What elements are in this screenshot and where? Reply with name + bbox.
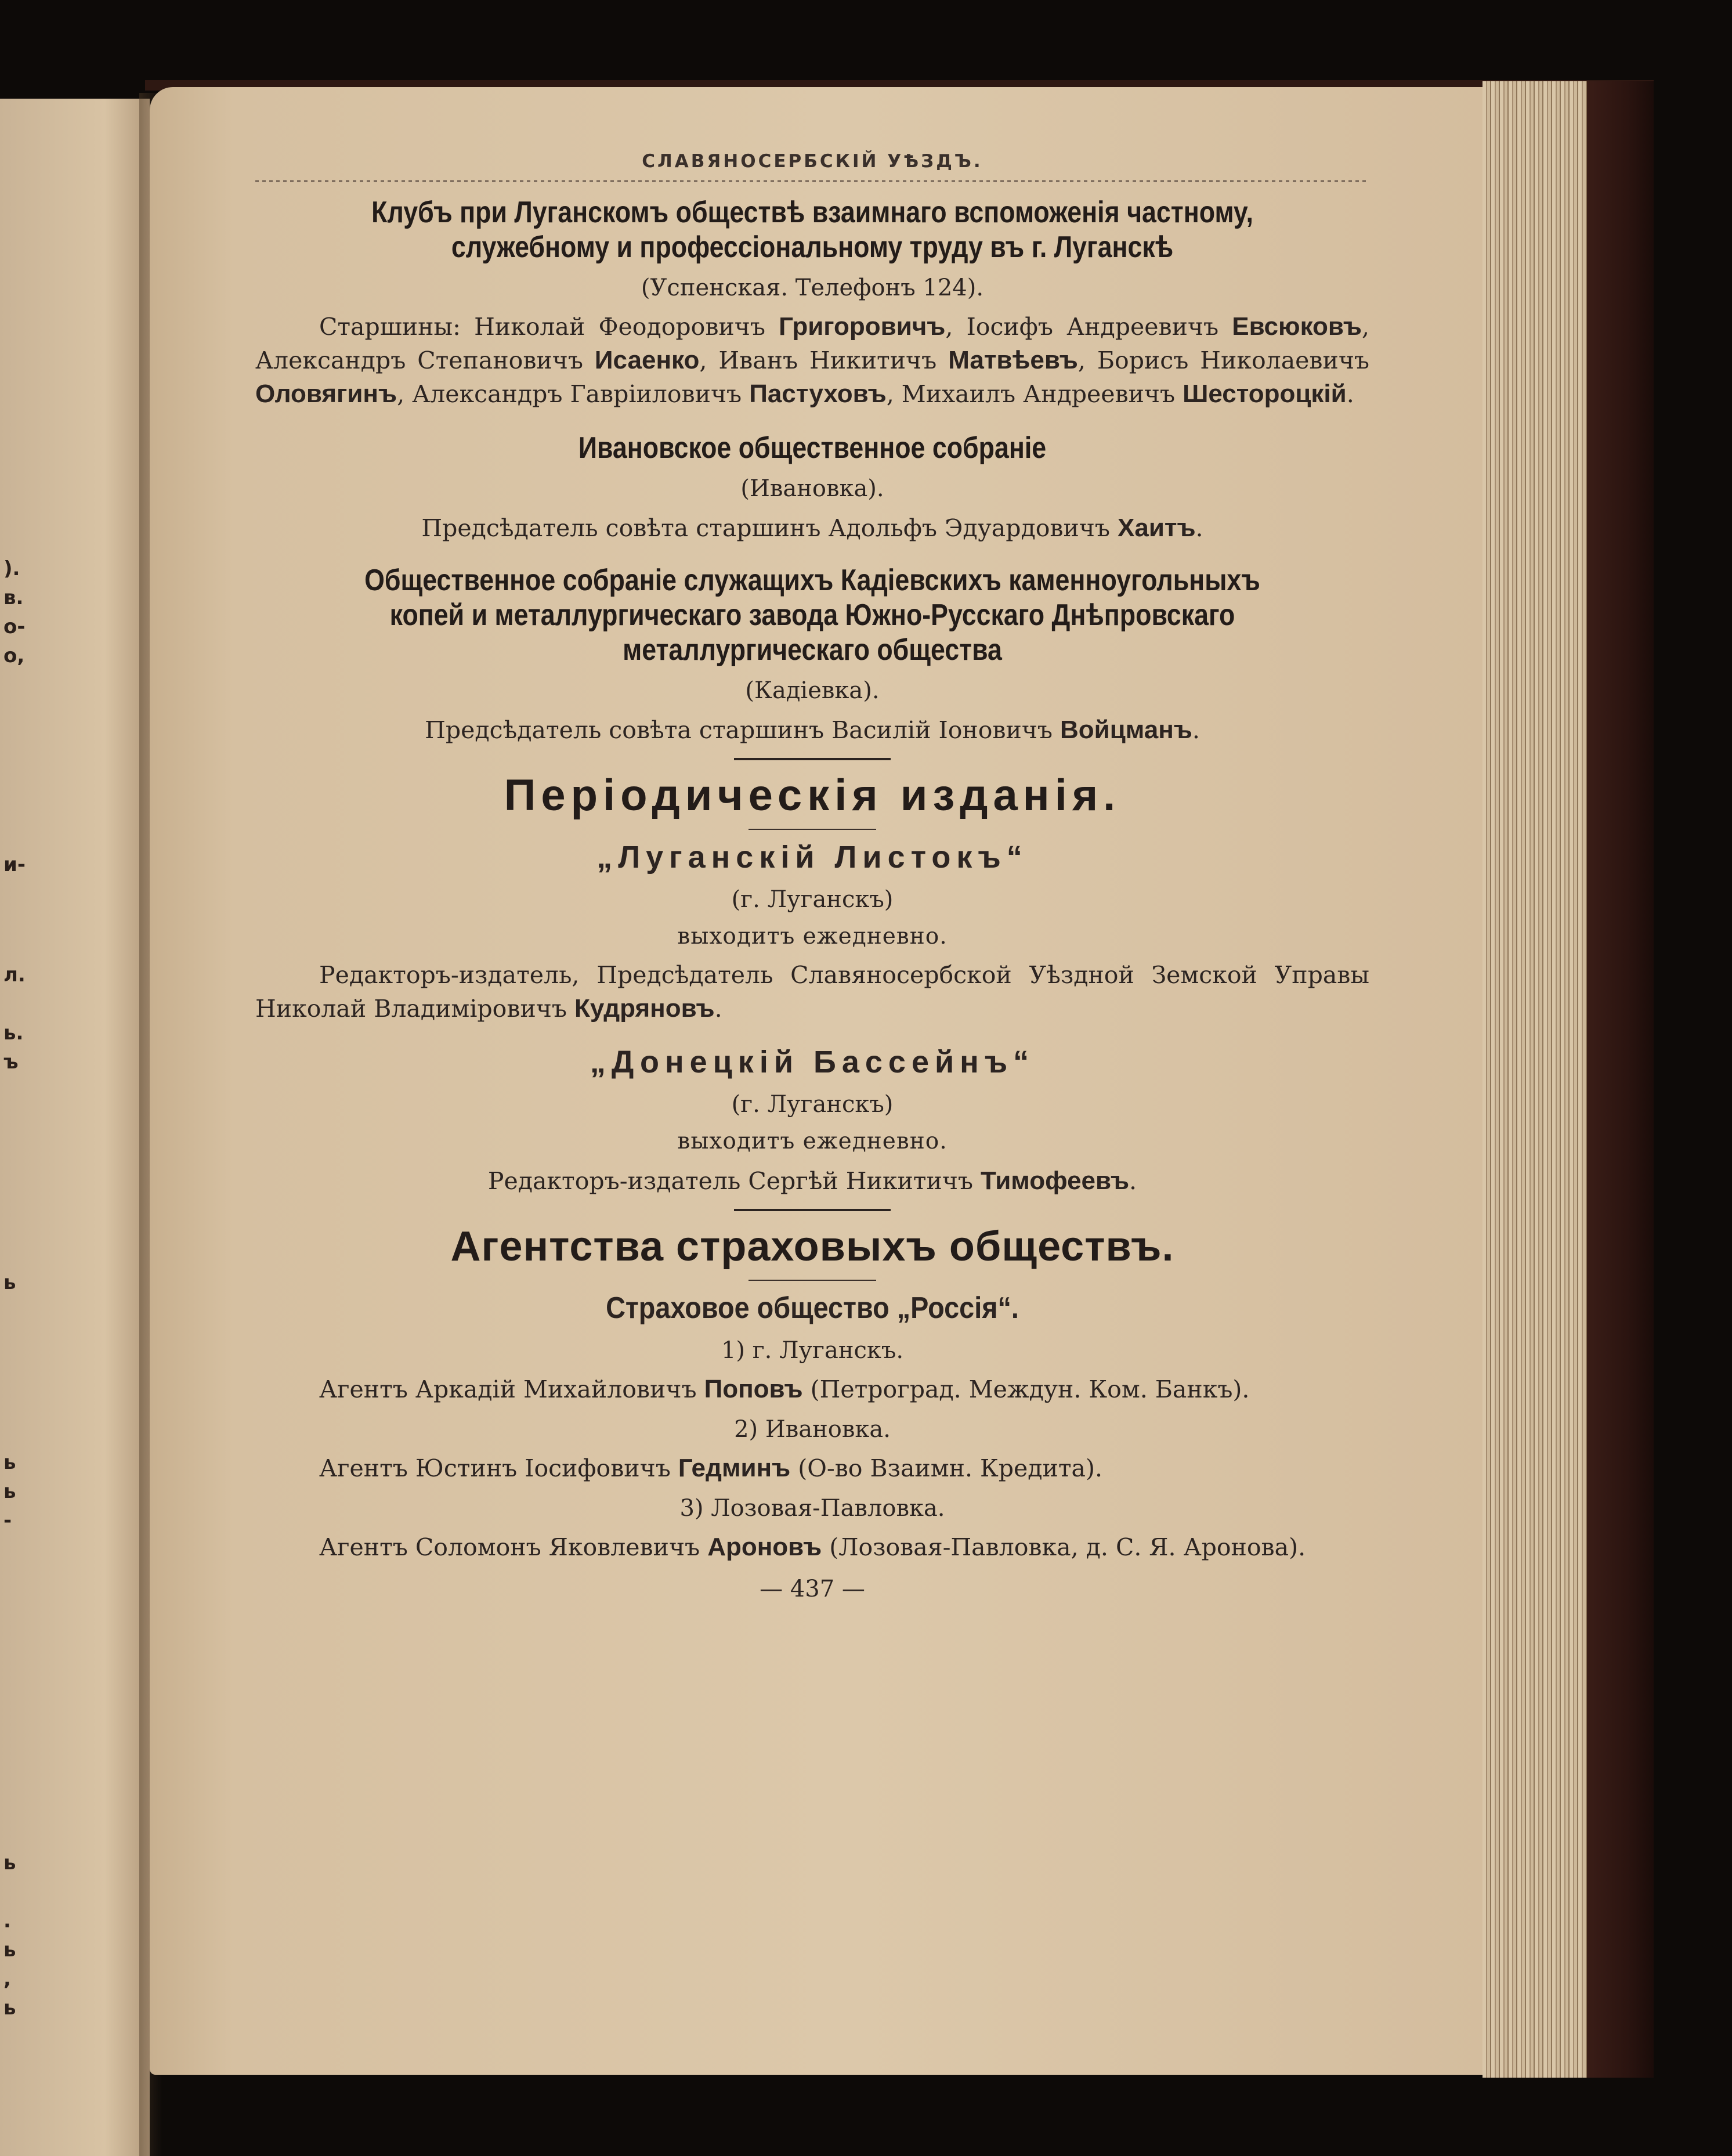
kadievka-chair: [255, 713, 1369, 747]
left-page-fragment: [0, 99, 150, 2156]
name-bold: Шестороцкій: [1183, 380, 1347, 408]
page-content: [255, 151, 1369, 1602]
name-bold: Тимофеевъ: [981, 1167, 1130, 1195]
text: Агентъ Соломонъ Яковлевичъ: [319, 1533, 708, 1561]
text: .: [1129, 1167, 1137, 1195]
periodical-title: „Луганскій Листокъ“: [596, 840, 1028, 875]
name-bold: Евсюковъ: [1232, 312, 1362, 341]
kadievka-title-line2: копей и металлургическаго завода Южно-Русскаго Днѣпровскаго: [389, 598, 1235, 632]
left-fragment: о-: [3, 615, 26, 638]
text: (Петроград. Междун. Ком. Банкъ).: [802, 1375, 1250, 1403]
agency-place: 2) Ивановка.: [734, 1416, 891, 1443]
text: Предсѣдатель совѣта старшинъ Василій Іоновичъ: [425, 716, 1061, 744]
text: , Александръ Степановичъ: [255, 313, 1369, 374]
text: , Иванъ Никитичъ: [699, 346, 949, 374]
periodical-frequency: выходитъ ежедневно.: [677, 1128, 948, 1154]
periodical-editor: [255, 959, 1369, 1025]
text: Старшины: Николай Феодоровичъ: [319, 313, 779, 341]
periodical-editor: [255, 1164, 1369, 1198]
agency-place: 3) Лозовая-Павловка.: [679, 1495, 945, 1522]
name-bold: Гедминъ: [678, 1454, 791, 1482]
agency-agent: [255, 1451, 1369, 1485]
thin-divider: [749, 1280, 876, 1281]
left-fragment: в.: [3, 586, 24, 609]
periodical-title: „Донецкій Бассейнъ“: [590, 1045, 1035, 1079]
text: Агентъ Юстинъ Іосифовичъ: [319, 1454, 678, 1482]
text: , Борисъ Николаевичъ: [1077, 346, 1370, 374]
agency-agent: [255, 1530, 1369, 1564]
name-bold: Исаенко: [594, 346, 700, 374]
name-bold: Войцманъ: [1060, 716, 1192, 744]
club-place: (Успенская. Телефонъ 124).: [641, 275, 984, 301]
periodical-place: (г. Луганскъ): [731, 886, 894, 913]
insurance-company: Страховое общество „Россія“.: [606, 1291, 1019, 1325]
book-cover: [1587, 81, 1654, 2078]
agency-place: 1) г. Луганскъ.: [721, 1337, 904, 1364]
page-number: — 437 —: [760, 1576, 865, 1602]
periodicals-section-title: Періодическія изданія.: [504, 771, 1121, 820]
running-header: СЛАВЯНОСЕРБСКІЙ УѢЗДЪ.: [642, 151, 983, 172]
left-fragment: ,: [3, 1967, 11, 1991]
name-bold: Кудряновъ: [574, 994, 715, 1023]
agency-agent: [255, 1373, 1369, 1406]
club-title-line2: служебному и профессіональному труду въ г. Луганскѣ: [451, 230, 1174, 264]
ivanovka-place: (Ивановка).: [740, 475, 884, 502]
left-fragment: ь: [3, 1271, 16, 1294]
name-bold: Ароновъ: [707, 1533, 822, 1561]
text: .: [1195, 514, 1203, 542]
left-fragment: ь.: [3, 1021, 24, 1045]
page-edges: [1482, 81, 1587, 2078]
ivanovka-title: Ивановское общественное собраніе: [578, 431, 1047, 465]
left-fragment: ь: [3, 1451, 16, 1474]
text: , Іосифъ Андреевичъ: [945, 313, 1232, 341]
name-bold: Поповъ: [704, 1375, 803, 1403]
name-bold: Матвѣевъ: [948, 346, 1078, 374]
name-bold: Пастуховъ: [749, 380, 887, 408]
text: .: [714, 995, 722, 1023]
text: , Михаилъ Андреевичъ: [886, 380, 1183, 408]
ivanovka-chair: [255, 511, 1369, 546]
left-fragment: л.: [3, 963, 26, 987]
text: .: [1346, 380, 1354, 408]
club-members: [255, 310, 1369, 411]
text: .: [1192, 716, 1200, 744]
left-fragment: и-: [3, 853, 26, 876]
kadievka-title-line3: металлургическаго общества: [623, 633, 1002, 667]
thin-divider: [749, 829, 876, 830]
name-bold: Григоровичъ: [779, 312, 946, 341]
left-fragment: ь: [3, 1851, 16, 1875]
text: Предсѣдатель совѣта старшинъ Адольфъ Эдуардовичъ: [421, 514, 1118, 542]
left-fragment: о,: [3, 644, 25, 667]
text: (О-во Взаимн. Кредита).: [790, 1454, 1103, 1482]
text: (Лозовая-Павловка, д. С. Я. Аронова).: [822, 1533, 1306, 1561]
name-bold: Хаитъ: [1118, 514, 1196, 542]
text: , Александръ Гавріиловичъ: [397, 380, 750, 408]
name-bold: Оловягинъ: [255, 380, 397, 408]
left-fragment: -: [3, 1509, 12, 1532]
kadievka-place: (Кадіевка).: [745, 677, 880, 704]
section-divider: [734, 1209, 891, 1211]
header-wavy-rule: [255, 180, 1369, 182]
left-fragment: .: [3, 1909, 11, 1933]
section-divider: [734, 758, 891, 760]
left-fragment: ).: [3, 557, 20, 580]
left-fragment: ь: [3, 1938, 16, 1962]
text: Редакторъ-издатель, Предсѣдатель Славяносербской Уѣздной Земской Управы Николай Владиміровичъ: [255, 961, 1369, 1023]
periodical-frequency: выходитъ ежедневно.: [677, 923, 948, 949]
periodical-place: (г. Луганскъ): [731, 1091, 894, 1118]
left-fragment: ь: [3, 1996, 16, 2020]
text: Агентъ Аркадій Михайловичъ: [319, 1375, 704, 1403]
left-fragment: ь: [3, 1480, 16, 1503]
insurance-section-title: Агентства страховыхъ обществъ.: [450, 1223, 1174, 1270]
club-title-line1: Клубъ при Луганскомъ обществѣ взаимнаго вспоможенія частному,: [371, 196, 1253, 229]
kadievka-title-line1: Общественное собраніе служащихъ Кадіевскихъ каменноугольныхъ: [364, 564, 1260, 597]
text: Редакторъ-издатель Сергѣй Никитичъ: [487, 1167, 981, 1195]
left-fragment: ъ: [3, 1050, 19, 1074]
